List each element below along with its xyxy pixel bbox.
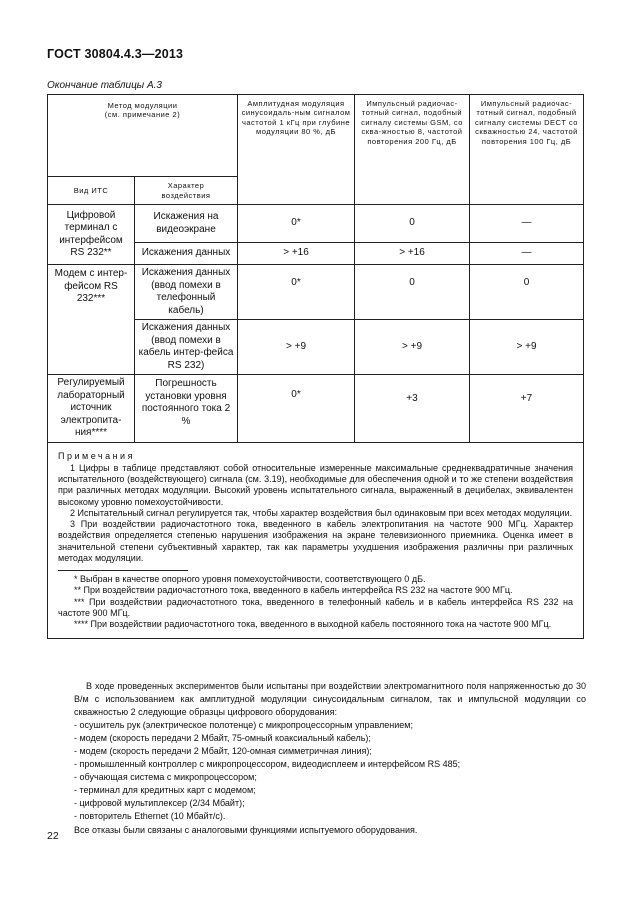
note-item: 2 Испытательный сигнал регулируется так, чтобы характер воздействия был одинаковым при всех методах модуляции. xyxy=(70,507,573,518)
note-item: 1 Цифры в таблице представляют собой относительные измеренные максимальные среднеквадратичные значения испытательного (воздействующего) сигнала (см. 3.19), необходимые для обеспечения одной и то же степени воздействия при различных методах модуляции. Высокий уровень испытательного сигнала, выраженный в децибелах, эквивалентен высокому уровню помехоустойчивости. xyxy=(58,462,573,507)
footnote: **** При воздействии радиочастотного тока, введенного в выходной кабель постоянного тока на частоте 900 МГц. xyxy=(74,619,552,629)
notes-block xyxy=(48,442,584,639)
page-number: 22 xyxy=(47,830,59,842)
list-item: - осушитель рук (электрическое полотенце) с микропроцессорным управлением; xyxy=(74,720,413,731)
effect-cell: Погрешность установки уровня постоянного тока 2 % xyxy=(135,375,238,443)
modulation-table xyxy=(47,94,584,639)
its-header: Вид ИТС xyxy=(48,177,135,205)
body-intro: В ходе проведенных экспериментов были испытаны при воздействии электромагнитного поля напряженностью до 30 В/м с использованием как амплитудной модуляции синусоидальным сигналом, так и импульсной модуляции со скважностью 2 следующие образцы цифрового оборудования: xyxy=(74,681,586,718)
body-closing: Все отказы были связаны с аналоговыми функциями испытуемого оборудования. xyxy=(74,824,418,835)
method-header: Метод модуляции (см. примечание 2) xyxy=(48,95,238,177)
dect-value: > +9 xyxy=(470,320,584,375)
dect-value: +7 xyxy=(470,375,584,443)
footnote-separator xyxy=(58,570,188,571)
its-cell: Цифровой терминал с интерфейсом RS 232** xyxy=(48,205,135,265)
effect-cell: Искажения на видеоэкране xyxy=(135,205,238,243)
am-header: Амплитудная модуляция синусоидаль-ным сигналом частотой 1 кГц при глубине модуляции 80 %, дБ xyxy=(238,95,355,205)
list-item: - модем (скорость передачи 2 Мбайт, 75-омный коаксиальный кабель); xyxy=(74,733,371,744)
body-text xyxy=(74,680,586,837)
its-cell: Регулируемый лабораторный источник электропита-ния**** xyxy=(48,375,135,443)
notes-title: Примечания xyxy=(58,450,135,461)
gsm-value: > +9 xyxy=(355,320,470,375)
list-item: - цифровой мультиплексер (2/34 Мбайт); xyxy=(74,798,245,809)
footnote: * Выбран в качестве опорного уровня помехоустойчивости, соответствующего 0 дБ. xyxy=(74,574,426,584)
dect-value: — xyxy=(470,205,584,243)
am-value: 0* xyxy=(238,265,355,320)
list-item: - промышленный контроллер с микропроцессором, видеодисплеем и интерфейсом RS 485; xyxy=(74,759,461,770)
dect-value: 0 xyxy=(470,265,584,320)
gsm-value: 0 xyxy=(355,265,470,320)
am-value: 0* xyxy=(238,205,355,243)
effect-header: Характер воздействия xyxy=(135,177,238,205)
dect-value: — xyxy=(470,243,584,265)
effect-cell: Искажения данных (ввод помехи в кабель интер-фейса RS 232) xyxy=(135,320,238,375)
effect-cell: Искажения данных (ввод помехи в телефонный кабель) xyxy=(135,265,238,320)
its-cell: Модем с интер-фейсом RS 232*** xyxy=(48,265,135,375)
table-caption: Окончание таблицы А.3 xyxy=(47,80,162,91)
am-value: > +9 xyxy=(238,320,355,375)
effect-cell: Искажения данных xyxy=(135,243,238,265)
list-item: - повторитель Ethernet (10 Мбайт/с). xyxy=(74,811,226,822)
note-item: 3 При воздействии радиочастотного тока, введенного в кабель электропитания на частоте 900 МГц. Характер воздействия определяется степенью нарушения изображения на экране телевизионного приемника. Оценка имеет в значительной степени субъективный характер, так как параметры ухудшения изображения различны при различных методах модуляции. xyxy=(58,519,573,563)
gsm-value: 0 xyxy=(355,205,470,243)
standard-header: ГОСТ 30804.4.3—2013 xyxy=(47,47,184,61)
gsm-value: +3 xyxy=(355,375,470,443)
am-value: > +16 xyxy=(238,243,355,265)
footnote: ** При воздействии радиочастотного тока, введенного в кабель интерфейса RS 232 на частоте 900 МГц. xyxy=(74,585,513,596)
list-item: - терминал для кредитных карт с модемом; xyxy=(74,785,256,796)
gsm-value: > +16 xyxy=(355,243,470,265)
list-item: - модем (скорость передачи 2 Мбайт, 120-омная симметричная линия); xyxy=(74,746,372,757)
equipment-list xyxy=(74,719,586,823)
am-value: 0* xyxy=(238,375,355,443)
footnote: *** При воздействии радиочастотного тока, введенного в телефонный кабель и в кабель интерфейса RS 232 на частоте 900 МГц. xyxy=(58,596,573,618)
dect-header: Импульсный радиочас-тотный сигнал, подобный сигналу системы DECT со скважностью 24, частотой повторения 100 Гц, дБ xyxy=(470,95,584,205)
list-item: - обучающая система с микропроцессором; xyxy=(74,772,257,783)
gsm-header: Импульсный радиочас-тотный сигнал, подобный сигналу системы GSM, со сква-жностью 8, частотой повторения 200 Гц, дБ xyxy=(355,95,470,205)
